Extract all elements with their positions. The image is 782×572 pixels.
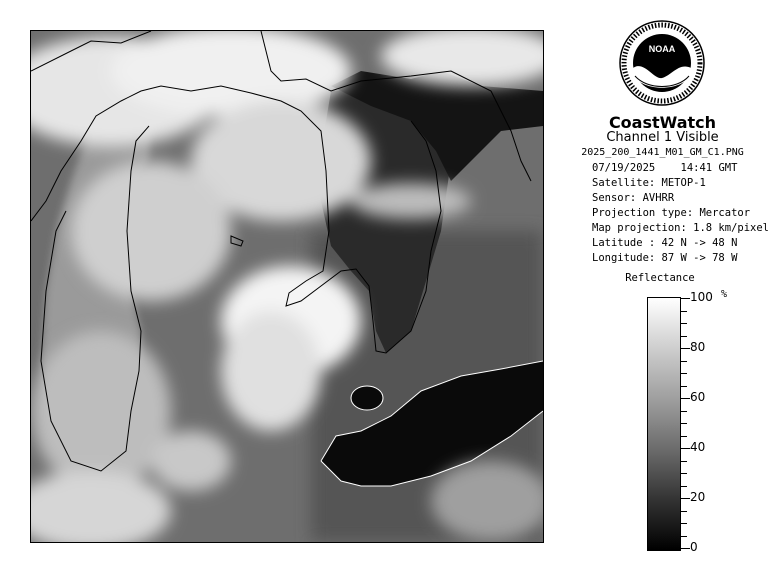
colorbar-tick	[680, 498, 690, 499]
colorbar-tick	[680, 511, 687, 512]
colorbar-tick	[680, 323, 687, 324]
longitude-label: Longitude: 87 W -> 78 W	[592, 252, 738, 264]
colorbar-tick	[680, 398, 690, 399]
colorbar-label: 0	[690, 540, 698, 554]
colorbar-tick	[680, 361, 687, 362]
colorbar-tick	[680, 348, 690, 349]
colorbar-tick	[680, 448, 690, 449]
map-projection-label: Map projection: 1.8 km/pixel	[592, 222, 770, 234]
colorbar-title: Reflectance	[625, 272, 695, 284]
colorbar-tick	[680, 461, 687, 462]
colorbar-unit: %	[721, 289, 728, 300]
channel-label: Channel 1 Visible	[606, 130, 719, 145]
acquisition-datetime	[592, 162, 737, 174]
colorbar-label: 60	[690, 390, 706, 404]
satellite-image[interactable]	[30, 30, 544, 543]
file-name: 2025_200_1441_M01_GM_C1.PNG	[581, 147, 744, 158]
colorbar-tick	[680, 336, 687, 337]
colorbar-tick	[680, 436, 687, 437]
colorbar-label: 100	[690, 290, 713, 304]
logo-text: NOAA	[648, 44, 676, 54]
product-title: CoastWatch	[608, 113, 717, 132]
colorbar-tick	[680, 423, 687, 424]
acquisition-date: 07/19/2025	[592, 162, 656, 174]
reflectance-colorbar	[647, 297, 681, 551]
colorbar-tick	[680, 536, 687, 537]
colorbar-tick	[680, 298, 690, 299]
colorbar-tick	[680, 373, 687, 374]
map-svg	[31, 31, 543, 542]
projection-type-label: Projection type: Mercator	[592, 207, 751, 219]
colorbar-label: 40	[690, 440, 706, 454]
colorbar-tick	[680, 411, 687, 412]
colorbar-label: 20	[690, 490, 706, 504]
noaa-logo	[619, 20, 705, 106]
sensor-label: Sensor: AVHRR	[592, 192, 675, 204]
colorbar-label: 80	[690, 340, 706, 354]
colorbar-tick	[680, 523, 687, 524]
colorbar-tick	[680, 548, 690, 549]
satellite-label: Satellite: METOP-1	[592, 177, 706, 189]
colorbar-tick	[680, 473, 687, 474]
colorbar-tick	[680, 311, 687, 312]
colorbar-tick	[680, 486, 687, 487]
colorbar-tick	[680, 386, 687, 387]
acquisition-time: 14:41 GMT	[680, 162, 738, 174]
latitude-label: Latitude : 42 N -> 48 N	[592, 237, 738, 249]
